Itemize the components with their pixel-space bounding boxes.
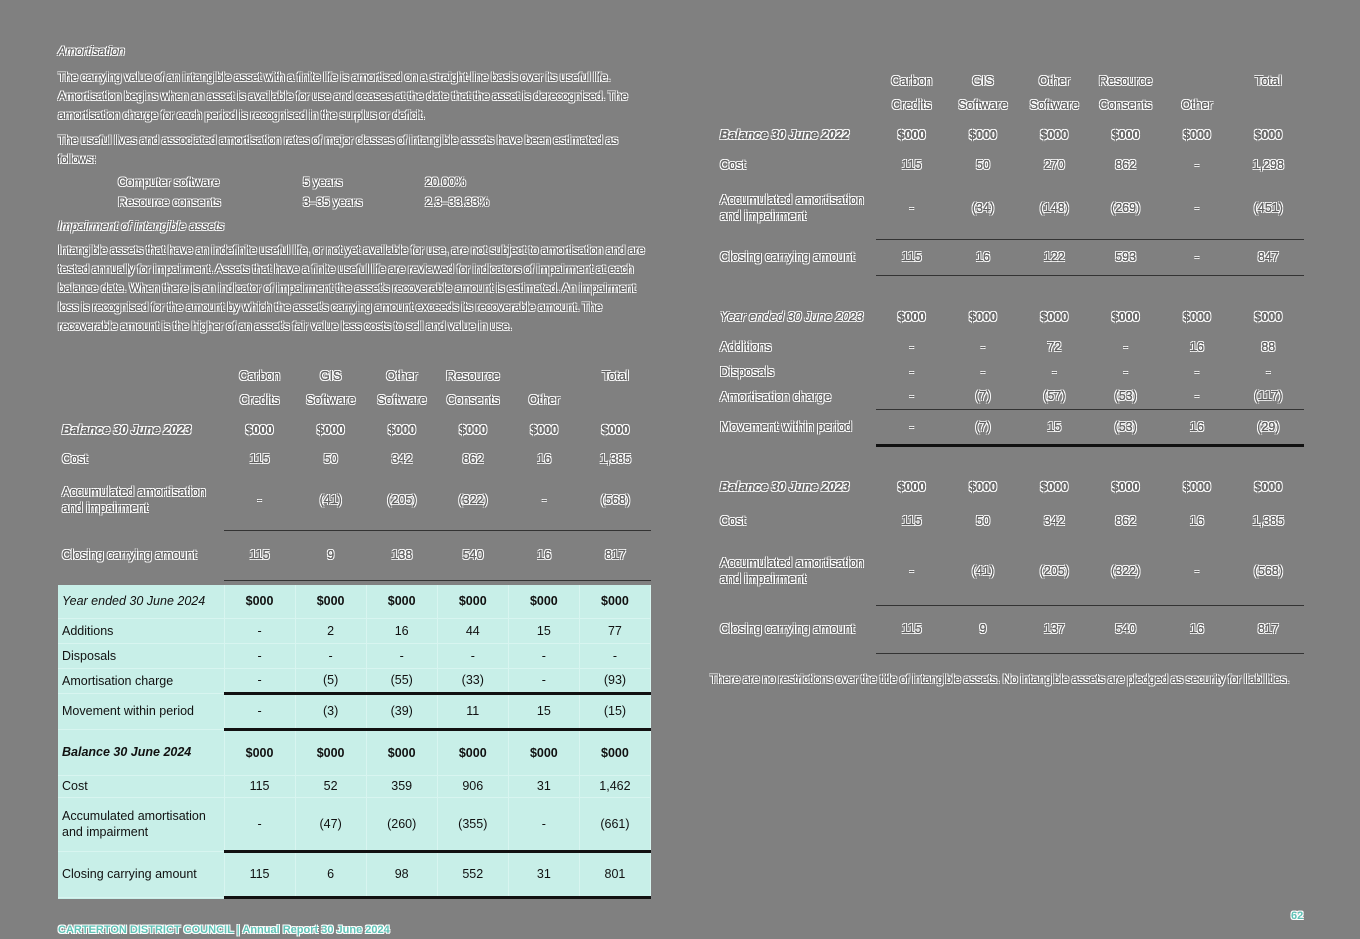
table-row: Accumulated amortisation and impairment - (41) (205) (322) - (568) [58,470,651,530]
left-table-2024-highlight [58,585,651,899]
right-table-comparative [716,69,1304,654]
table-row: Movement within period - (3) (39) 11 15 (15) [58,693,651,729]
section-label: Balance 30 June 2024 [58,729,224,775]
table-row: Cost 115 52 359 906 31 1,462 [58,775,651,797]
section-header-row: Year ended 30 June 2023 $000 $000 $000 $000 $000 $000 [720,310,1283,324]
col-header: Other [528,393,560,407]
table-row: Amortisation charge - (7) (57) (53) - (117) [716,384,1304,409]
table-row: Cost 115 50 342 862 16 1,385 [720,514,1284,528]
table-row: Disposals - - - - - - [58,643,651,668]
rate-percent: 20.00% [425,175,466,189]
section-label: Year ended 30 June 2024 [58,585,224,618]
rate-row [118,172,489,192]
section-header-row: Balance 30 June 2023 $000 $000 $000 $000 $000 $000 [720,480,1283,494]
section-header-row: Balance 30 June 2022 $000 $000 $000 $000 $000 $000 [720,128,1283,142]
table-row: Accumulated amortisation and impairment - (47) (260) (355) - (661) [58,797,651,851]
impairment-heading: Impairment of intangible assets [58,219,225,233]
table-row: Amortisation charge - (5) (55) (33) - (93) [58,668,651,693]
rate-row [118,192,489,212]
footer-org: CARTERTON DISTRICT COUNCIL [58,924,234,936]
section-header-row: Balance 30 June 2024 $000 $000 $000 $000 $000 $000 [58,729,651,775]
col-header: Credits [239,393,280,407]
column-header-row-2: Credits Software Software Consents Other [891,98,1213,112]
rate-life: 5 years [303,175,343,189]
section-header-row: Balance 30 June 2023 $000 $000 $000 $000 $000 $000 [58,412,651,448]
table-row: Additions - 2 16 44 15 77 [58,618,651,643]
restrictions-note: There are no restrictions over the title of intangible assets. No intangible assets are pledged as security for liabilities. [710,672,1290,686]
rate-class: Computer software [118,175,220,189]
table-row: Closing carrying amount 115 16 122 593 - 847 [716,239,1304,275]
table-row: Disposals - - - - - - [720,364,1271,379]
col-header: Resource [446,369,500,383]
table-row: Movement within period - (7) 15 (53) 16 (29) [716,409,1304,445]
col-header [580,388,651,412]
column-header-row-2 [58,388,651,412]
col-header: Software [306,393,356,407]
impairment-paragraph: Intangible assets that have an indefinite useful life, or not yet available for use, are not subject to amortisation and are tested annually for impairment. Assets that have a finite useful life are reviewed for indicators of impairment at each balance date. When there is an indicator of impairment the asset's recoverable amount is estimated. An impairment loss is recognised for the amount by which the asset's carrying amount exceeds its recoverable amount. The recoverable amount is the higher of an asset's fair value less costs to sell and value in use. [58,243,645,333]
col-header: Total [602,369,629,383]
amortisation-heading: Amortisation [58,44,125,58]
rate-life: 3–35 years [303,195,363,209]
footer-separator: | [236,924,240,936]
footer [58,924,390,936]
table-row: Closing carrying amount 115 9 137 540 16 817 [716,605,1304,653]
useful-lives-paragraph: The useful lives and associated amortisation rates of major classes of intangible assets have been estimated as follows: [58,133,618,166]
amortisation-paragraph: The carrying value of an intangible asset with a finite life is amortised on a straight-line basis over its useful life. Amortisation begins when an asset is available for use and ceases at the date that the asset is derecognised. The amortisation charge for each period is recognised in the surplus or deficit. [58,70,628,122]
left-table-balance-2023 [58,364,651,581]
table-row: Closing carrying amount 115 6 98 552 31 801 [58,851,651,897]
table-row: Accumulated amortisation and impairment - (34) (148) (269) - (451) [716,177,1304,239]
col-header: GIS [319,369,342,383]
rate-class: Resource consents [118,195,221,209]
footer-report-title: Annual Report 30 June 2024 [242,924,390,936]
section-label: Balance 30 June 2023 [62,423,192,437]
column-header-row-1: Carbon GIS Other Resource Total [891,74,1282,88]
rate-percent: 2.3–33.33% [425,195,490,209]
col-header: Software [377,393,427,407]
table-row: Closing carrying amount 115 9 138 540 16 817 [58,530,651,580]
col-header [509,364,580,388]
col-header: Consents [446,393,500,407]
column-header-row-1 [58,364,651,388]
table-row: Cost 115 50 270 862 - 1,298 [720,158,1284,172]
amortisation-rates-table [118,172,489,212]
col-header: Other [386,369,418,383]
table-row: Cost 115 50 342 862 16 1,385 [62,452,632,466]
page-number: 62 [1291,910,1304,922]
table-row: Accumulated amortisation and impairment - (41) (205) (322) - (568) [716,537,1304,605]
table-row: Additions - - 72 - 16 88 [720,340,1276,354]
col-header: Carbon [239,369,281,383]
section-header-row: Year ended 30 June 2024 $000 $000 $000 $000 $000 $000 [58,585,651,618]
